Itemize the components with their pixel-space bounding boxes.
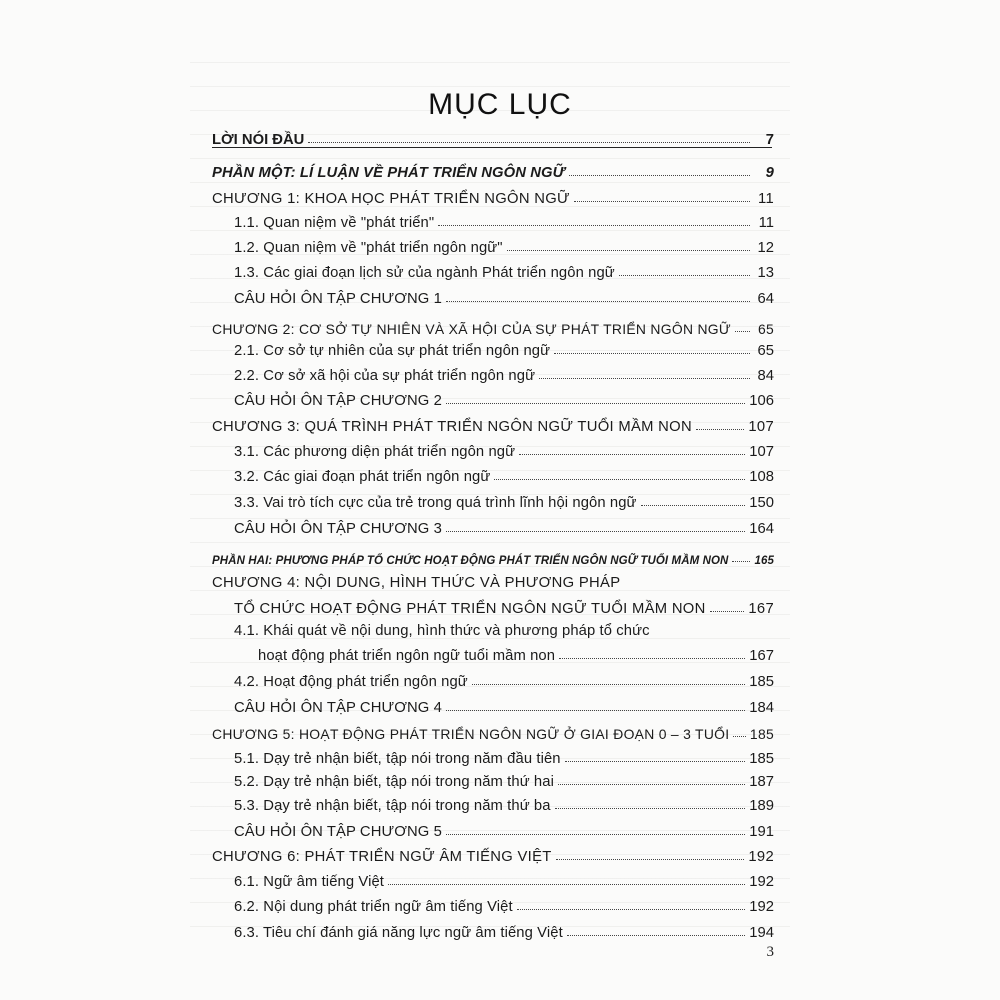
- toc-entry-label: 2.2. Cơ sở xã hội của sự phát triển ngôn ngữ: [234, 368, 536, 384]
- toc-entry-page: 187: [749, 774, 774, 790]
- toc-leader-dots: [619, 274, 750, 276]
- toc-entry: [212, 567, 774, 591]
- toc-entry: [212, 281, 774, 307]
- toc-entry: [212, 124, 774, 148]
- toc-entry: [212, 485, 774, 511]
- toc-entry-label: 5.1. Dạy trẻ nhận biết, tập nói trong năm đầu tiên: [234, 751, 561, 767]
- toc-entry-page: 192: [748, 849, 774, 865]
- toc-entry-page: 65: [757, 343, 774, 359]
- toc-entry-page: 106: [749, 393, 774, 409]
- toc-entry-page: 84: [757, 368, 774, 384]
- toc-entry: [212, 915, 774, 941]
- toc-entry: [212, 307, 774, 337]
- toc-entry-label: CÂU HỎI ÔN TẬP CHƯƠNG 1: [234, 291, 442, 307]
- toc-entry-label: 6.2. Nội dung phát triển ngữ âm tiếng Việt: [234, 899, 513, 915]
- toc-leader-dots: [558, 783, 745, 785]
- toc-entry-label: 5.2. Dạy trẻ nhận biết, tập nói trong năm thứ hai: [234, 774, 554, 790]
- toc-entry: [212, 537, 774, 567]
- toc-leader-dots: [569, 174, 750, 176]
- toc-entry-label: 6.1. Ngữ âm tiếng Việt: [234, 874, 385, 890]
- toc-leader-dots: [472, 683, 746, 685]
- toc-entry-page: 167: [749, 648, 774, 664]
- toc-entry-page: 194: [749, 925, 774, 941]
- toc-entry-label: 6.3. Tiêu chí đánh giá năng lực ngữ âm tiếng Việt: [234, 925, 563, 941]
- toc-leader-dots: [735, 330, 750, 332]
- toc-leader-dots: [654, 633, 750, 634]
- toc-leader-dots: [641, 504, 746, 506]
- toc-entry-label: CÂU HỎI ÔN TẬP CHƯƠNG 3: [234, 521, 442, 537]
- toc-entry-label: 4.1. Khái quát về nội dung, hình thức và phương pháp tổ chức: [234, 623, 650, 639]
- toc-leader-dots: [732, 560, 750, 562]
- toc-entry: [212, 865, 774, 890]
- toc-leader-dots: [696, 428, 744, 430]
- toc-entry: [212, 231, 774, 256]
- toc-entry-page: 150: [749, 495, 774, 511]
- toc-leader-dots: [539, 377, 750, 379]
- toc-entry: [212, 639, 774, 664]
- toc-entry-label: CHƯƠNG 1: KHOA HỌC PHÁT TRIỂN NGÔN NGỮ: [212, 191, 570, 207]
- toc-leader-dots: [494, 478, 745, 480]
- toc-entry: [212, 790, 774, 814]
- toc-entry-label: 3.3. Vai trò tích cực của trẻ trong quá trình lĩnh hội ngôn ngữ: [234, 495, 637, 511]
- toc-entry-page: 11: [758, 215, 774, 231]
- toc-leader-dots: [565, 760, 746, 762]
- toc-entry-page: 189: [749, 798, 774, 814]
- toc-entry: [212, 511, 774, 537]
- toc-leader-dots: [446, 300, 750, 302]
- toc-entry-page: 64: [757, 291, 774, 307]
- toc-leader-dots: [517, 908, 746, 910]
- toc-entry: [212, 690, 774, 716]
- toc-leader-dots: [559, 657, 745, 659]
- toc-entry: [212, 384, 774, 409]
- toc-entry: [212, 591, 774, 617]
- toc-entry-label: CHƯƠNG 5: HOẠT ĐỘNG PHÁT TRIỂN NGÔN NGỮ Ở GIAI ĐOẠN 0 – 3 TUỔI: [212, 726, 730, 742]
- toc-leader-dots: [388, 883, 745, 885]
- toc-leader-dots: [507, 249, 750, 251]
- toc-leader-dots: [574, 200, 750, 202]
- toc-entry-label: PHẦN HAI: PHƯƠNG PHÁP TỔ CHỨC HOẠT ĐỘNG PHÁT TRIỂN NGÔN NGỮ TUỔI MẦM NON: [212, 555, 729, 567]
- toc-entry: [212, 840, 774, 865]
- toc-entry-page: 185: [749, 751, 774, 767]
- toc-entry-page: 185: [749, 674, 774, 690]
- toc-entry-page: 107: [748, 419, 774, 435]
- toc-entry-label: CÂU HỎI ÔN TẬP CHƯƠNG 5: [234, 824, 442, 840]
- toc-entry-label: CHƯƠNG 6: PHÁT TRIỂN NGỮ ÂM TIẾNG VIỆT: [212, 849, 552, 865]
- toc-entry: [212, 814, 774, 840]
- toc-entry: [212, 890, 774, 915]
- toc-entry: [212, 767, 774, 790]
- toc-entry-label: CHƯƠNG 3: QUÁ TRÌNH PHÁT TRIỂN NGÔN NGỮ TUỔI MẦM NON: [212, 419, 692, 435]
- toc-entry-page: 165: [754, 555, 774, 567]
- toc-leader-dots: [567, 934, 745, 936]
- toc-leader-dots: [624, 585, 750, 586]
- toc-entry-page: 184: [749, 700, 774, 716]
- toc-entry-page: 7: [765, 132, 774, 148]
- toc-entry: [212, 742, 774, 767]
- page-number: 3: [766, 944, 774, 960]
- toc-entry-page: 192: [749, 899, 774, 915]
- toc-entry: [212, 148, 774, 181]
- toc-entry-page: 164: [749, 521, 774, 537]
- toc-entry-page: 191: [749, 824, 774, 840]
- toc-entry-page: 107: [749, 444, 774, 460]
- toc-leader-dots: [519, 453, 745, 455]
- toc-entry-label: 1.3. Các giai đoạn lịch sử của ngành Phát triển ngôn ngữ: [234, 265, 615, 281]
- toc-leader-dots: [438, 224, 750, 226]
- toc-entry-page: 12: [757, 240, 774, 256]
- toc-entry-label: 4.2. Hoạt động phát triển ngôn ngữ: [234, 674, 468, 690]
- toc-entry-page: 192: [749, 874, 774, 890]
- toc-leader-dots: [710, 610, 745, 612]
- toc-entry-label: 3.2. Các giai đoạn phát triển ngôn ngữ: [234, 469, 491, 485]
- toc-entry: [212, 409, 774, 435]
- toc-entry-page: 9: [765, 165, 774, 181]
- toc-entry-page: 185: [749, 726, 774, 742]
- page-title: MỤC LỤC: [428, 88, 572, 121]
- toc-entry-label: CHƯƠNG 2: CƠ SỞ TỰ NHIÊN VÀ XÃ HỘI CỦA SỰ PHÁT TRIỂN NGÔN NGỮ: [212, 321, 732, 337]
- toc-entry: [212, 337, 774, 359]
- toc-entry-label: CÂU HỎI ÔN TẬP CHƯƠNG 2: [234, 393, 442, 409]
- toc-entry-label: 1.1. Quan niệm về "phát triển": [234, 215, 435, 231]
- toc-entry: [212, 664, 774, 690]
- toc-entry: [212, 716, 774, 742]
- toc-leader-dots: [556, 858, 745, 860]
- toc-entry-label: 1.2. Quan niệm về "phát triển ngôn ngữ": [234, 240, 503, 256]
- toc-entry: [212, 256, 774, 281]
- toc-entry: [212, 181, 774, 207]
- toc-entry-label: LỜI NÓI ĐẦU: [212, 132, 305, 148]
- toc-leader-dots: [733, 735, 746, 737]
- toc-entry-label: 3.1. Các phương diện phát triển ngôn ngữ: [234, 444, 516, 460]
- toc-entry: [212, 435, 774, 460]
- toc-entry-label: CÂU HỎI ÔN TẬP CHƯƠNG 4: [234, 700, 442, 716]
- toc-leader-dots: [446, 709, 745, 711]
- toc-entry-label: 5.3. Dạy trẻ nhận biết, tập nói trong năm thứ ba: [234, 798, 551, 814]
- toc-entry-page: 11: [758, 191, 774, 207]
- toc-entry-page: 167: [748, 601, 774, 617]
- toc-leader-dots: [446, 530, 745, 532]
- toc-entry: [212, 460, 774, 485]
- toc-leader-dots: [308, 141, 750, 143]
- toc-entry-label: PHẦN MỘT: LÍ LUẬN VỀ PHÁT TRIỂN NGÔN NGỮ: [212, 165, 565, 181]
- toc-entry-page: 65: [757, 321, 774, 337]
- toc-entry-label: 2.1. Cơ sở tự nhiên của sự phát triển ngôn ngữ: [234, 343, 551, 359]
- toc-entry-label: TỔ CHỨC HOẠT ĐỘNG PHÁT TRIỂN NGÔN NGỮ TUỔI MẦM NON: [234, 601, 706, 617]
- toc-entry: [212, 207, 774, 231]
- toc-leader-dots: [446, 402, 745, 404]
- toc-entry: [212, 617, 774, 639]
- toc-entry-label: CHƯƠNG 4: NỘI DUNG, HÌNH THỨC VÀ PHƯƠNG PHÁP: [212, 575, 621, 591]
- toc-leader-dots: [554, 352, 750, 354]
- toc-leader-dots: [555, 807, 746, 809]
- toc-entry: [212, 359, 774, 384]
- toc-leader-dots: [446, 833, 745, 835]
- table-of-contents: [212, 124, 774, 941]
- toc-entry-label: hoạt động phát triển ngôn ngữ tuổi mầm non: [258, 648, 556, 664]
- toc-entry-page: 108: [749, 469, 774, 485]
- toc-entry-page: 13: [757, 265, 774, 281]
